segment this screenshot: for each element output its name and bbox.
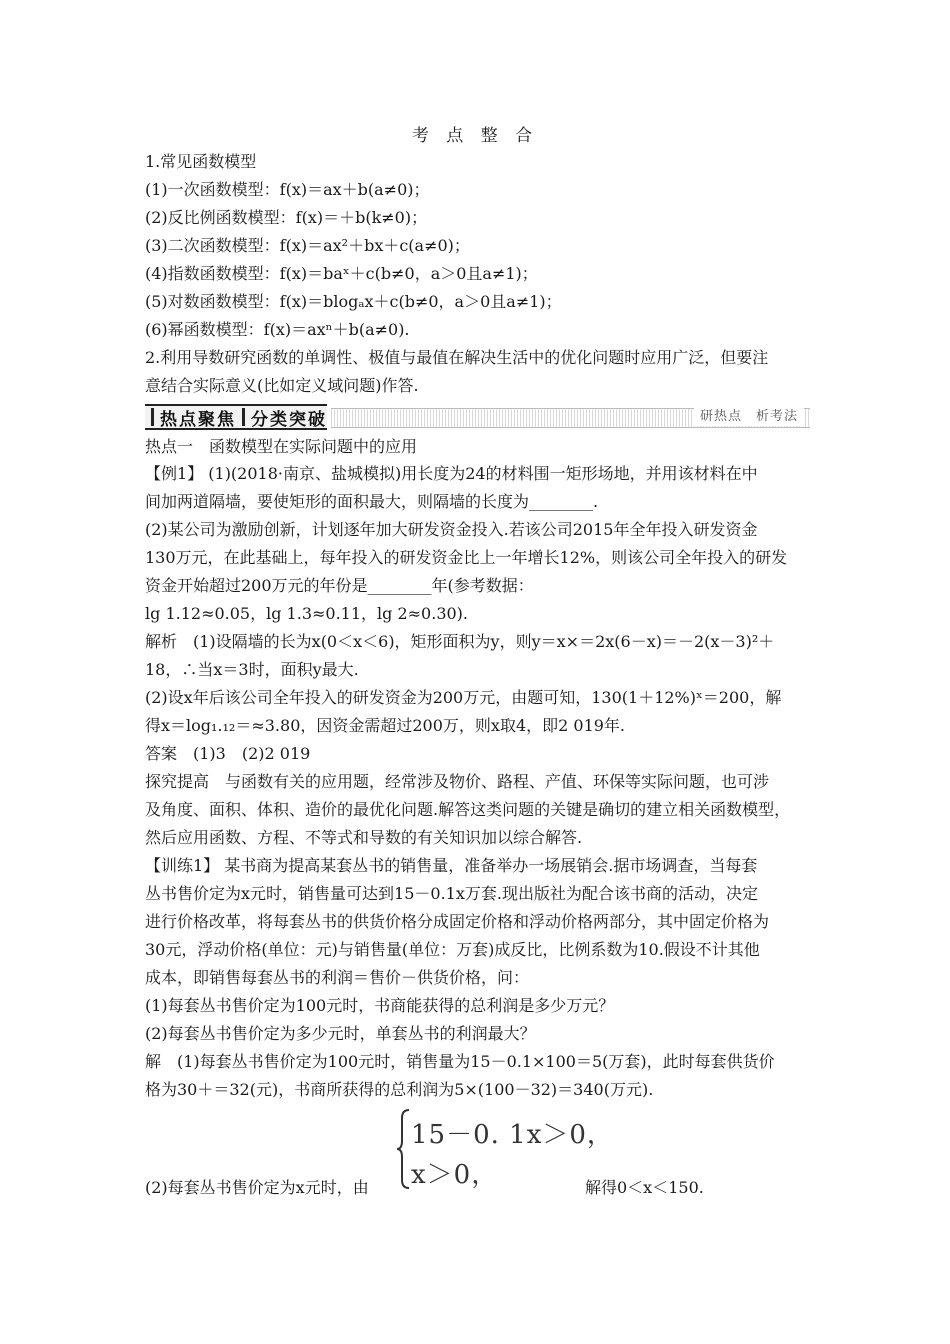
training-line: 30元，浮动价格(单位：元)与销售量(单位：万套)成反比，比例系数为10.假设不计其他	[145, 940, 760, 959]
banner-title	[145, 404, 327, 430]
page-title: 考 点 整 合	[411, 126, 539, 146]
hotspot-heading: 热点一 函数模型在实际问题中的应用	[145, 437, 418, 456]
example-line: 130万元，在此基础上，每年投入的研发资金比上一年增长12%，则该公司全年投入的研发	[145, 548, 788, 567]
banner-divider	[151, 408, 154, 426]
final-prefix: (2)每套丛书售价定为x元时，由	[145, 1178, 369, 1197]
model-item-quadratic: (3)二次函数模型：f(x)＝ax²＋bx＋c(a≠0)；	[145, 236, 470, 255]
answer-line: 答案 (1)3 (2)2 019	[145, 744, 311, 763]
model-item-power: (6)幂函数模型：f(x)＝axⁿ＋b(a≠0).	[145, 320, 410, 339]
model-item-inverse: (2)反比例函数模型：f(x)＝＋b(k≠0)；	[145, 208, 428, 227]
section2-line: 2.利用导数研究函数的单调性、极值与最值在解决生活中的优化问题时应用广泛，但要注	[145, 348, 769, 367]
training-question: (1)每套丛书售价定为100元时，书商能获得的总利润是多少万元？	[145, 996, 615, 1015]
left-brace-icon	[395, 1108, 411, 1190]
banner-part2: 分类突破	[251, 409, 327, 430]
analysis-line: 解析 (1)设隔墙的长为x(0＜x＜6)，矩形面积为y，则y＝x×＝2x(6－x)＝－2(x－3)²＋	[145, 632, 775, 651]
model-item-logarithmic: (5)对数函数模型：f(x)＝blogₐx＋c(b≠0，a＞0且a≠1)；	[145, 292, 562, 311]
banner-subtitle: 研热点 析考法	[694, 408, 804, 426]
equation-system	[395, 1108, 614, 1190]
example-line: 资金开始超过200万元的年份是________年(参考数据：	[145, 576, 534, 595]
training-question: (2)每套丛书售价定为多少元时，单套丛书的利润最大？	[145, 1024, 536, 1043]
explore-line: 及角度、面积、体积、造价的最优化问题.解答这类问题的关键是确切的建立相关函数模型，	[145, 800, 791, 819]
example-line: (2)某公司为激励创新，计划逐年加大研发资金投入.若该公司2015年全年投入研发资金	[145, 520, 758, 539]
section2-line: 意结合实际意义(比如定义域问题)作答.	[145, 376, 419, 395]
analysis-line: 得x＝log₁.₁₂＝≈3.80，因资金需超过200万，则x取4，即2 019年.	[145, 716, 626, 735]
explore-line: 探究提高 与函数有关的应用题，经常涉及物价、路程、产值、环保等实际问题，也可涉	[145, 772, 770, 791]
explore-line: 然后应用函数、方程、不等式和导数的有关知识加以综合解答.	[145, 828, 583, 847]
example-line: 【例1】 (1)(2018·南京、盐城模拟)用长度为24的材料围一矩形场地，并用该材料在中	[145, 464, 758, 483]
training-line: 丛书售价定为x元时，销售量可达到15－0.1x万套.现出版社为配合该书商的活动，决定	[145, 884, 758, 903]
banner-part1: 热点聚焦	[160, 409, 236, 430]
training-line: 【训练1】 某书商为提高某套丛书的销售量，准备举办一场展销会.据市场调查，当每套	[145, 856, 758, 875]
analysis-line: 18，∴当x＝3时，面积y最大.	[145, 660, 359, 679]
example-line: 间加两道隔墙，要使矩形的面积最大，则隔墙的长度为________.	[145, 492, 599, 511]
inequality-2: x＞0，	[411, 1160, 499, 1190]
model-item-exponential: (4)指数函数模型：f(x)＝baˣ＋c(b≠0，a＞0且a≠1)；	[145, 264, 538, 283]
training-line: 成本，即销售每套丛书的利润＝售价－供货价格，问：	[145, 968, 530, 987]
model-item-linear: (1)一次函数模型：f(x)＝ax＋b(a≠0)；	[145, 180, 430, 199]
example-line: lg 1.12≈0.05，lg 1.3≈0.11，lg 2≈0.30).	[145, 604, 469, 623]
section-banner	[145, 404, 810, 430]
final-result: 解得0＜x＜150.	[585, 1178, 704, 1197]
section1-heading: 1.常见函数模型	[145, 152, 257, 171]
solution-line: 解 (1)每套丛书售价定为100元时，销售量为15－0.1×100＝5(万套)，此时每套供货价	[145, 1052, 775, 1071]
solution-line: 格为30＋＝32(元)，书商所获得的总利润为5×(100－32)＝340(万元).	[145, 1080, 654, 1099]
inequality-1: 15－0. 1x＞0，	[411, 1120, 614, 1150]
analysis-line: (2)设x年后该公司全年投入的研发资金为200万元，由题可知，130(1＋12%)ˣ＝200，解	[145, 688, 782, 707]
training-line: 进行价格改革，将每套丛书的供货价格分成固定价格和浮动价格两部分，其中固定价格为	[145, 912, 770, 931]
banner-divider	[242, 408, 245, 426]
